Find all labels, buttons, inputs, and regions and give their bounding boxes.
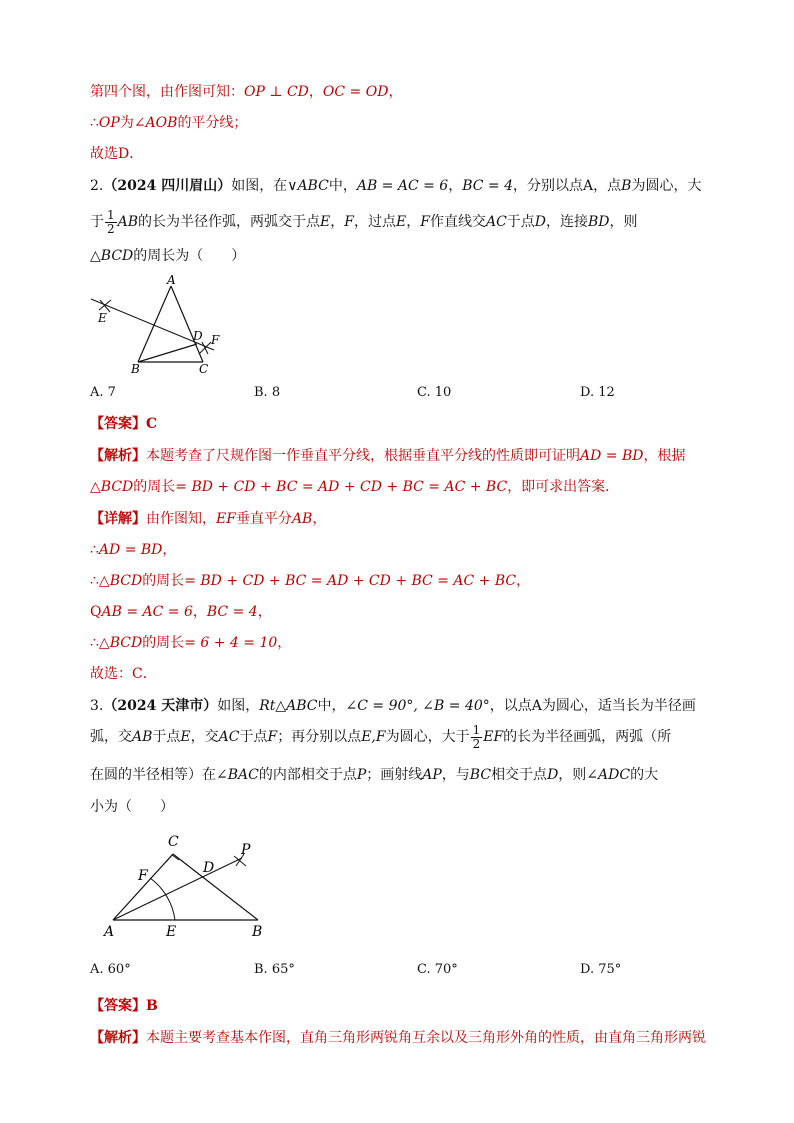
label-e: E (166, 924, 177, 940)
math: E,F (361, 729, 386, 745)
text: ， (257, 604, 272, 620)
text: 中， (328, 178, 357, 194)
option-d: D. 12 (580, 385, 615, 400)
segment-bd (138, 344, 197, 362)
q2-analysis-2 (90, 477, 619, 497)
line-2 (90, 113, 247, 133)
option-c: C. 70° (417, 962, 458, 977)
math: = 6 + 4 = 10 (184, 635, 278, 651)
math: OP ⊥ CD (244, 84, 309, 100)
q2-detail-1 (90, 509, 326, 529)
analysis-tag: 【解析】 (90, 448, 146, 464)
math: AC (485, 214, 507, 230)
q2-choose: 故选：C． (90, 666, 157, 682)
q2-line-2 (90, 208, 638, 236)
q2-detail-3 (90, 571, 530, 591)
q3-analysis-1 (90, 1028, 706, 1048)
text: 中， (317, 698, 346, 714)
text: 的周长 (142, 573, 185, 589)
math: AB = AC = 6 (356, 178, 449, 194)
math: = BD + CD + BC = AD + CD + BC = AC + BC (175, 479, 508, 495)
label-b: B (252, 924, 263, 940)
label-f: F (211, 333, 220, 347)
text: 的平分线； (177, 115, 248, 131)
text: ∴ (90, 573, 99, 589)
label-b: B (131, 362, 140, 376)
text: ∴ (90, 542, 99, 558)
text: ；再分别以点 (277, 729, 362, 745)
q2-line-1 (90, 176, 701, 196)
q2-detail-4 (90, 602, 272, 622)
text: ；画射线 (366, 767, 423, 783)
math: Rt△ABC (259, 698, 318, 714)
label-d: D (203, 860, 215, 876)
q2-analysis-1 (90, 446, 685, 466)
text: 由作图知， (146, 511, 216, 527)
text: 相交于点 (491, 767, 548, 783)
option-a: A. 60° (90, 962, 131, 977)
option-b: B. 8 (254, 385, 281, 400)
text: 为 (119, 115, 134, 131)
label-f: F (138, 868, 148, 884)
math: AP (422, 767, 442, 783)
text: 的周长 (133, 479, 176, 495)
math: B (621, 178, 632, 194)
q3-triangle-figure (100, 828, 275, 946)
math: = BD + CD + BC = AD + CD + BC = AC + BC (184, 573, 517, 589)
q3-line-4: 小为（ ） (90, 799, 174, 815)
math: F (344, 214, 354, 230)
q2-detail-2 (90, 540, 176, 560)
label-a: A (104, 924, 115, 940)
question-number: 2. (90, 178, 104, 194)
text: ，则 (609, 214, 638, 230)
segment-ab (138, 286, 171, 362)
math: AB (132, 729, 153, 745)
label-a: A (167, 273, 176, 287)
text: 弧，交 (90, 729, 132, 745)
denominator: 2 (107, 221, 115, 236)
q3-line-1 (90, 696, 696, 716)
label-d: D (193, 329, 203, 343)
math: BD (588, 214, 610, 230)
text: ，即可求出答案． (507, 479, 620, 495)
text: ， (162, 542, 177, 558)
text: 本题主要考查基本作图，直角三角形两锐角互余以及三角形外角的性质，由直角三角形两锐 (146, 1030, 706, 1046)
math: AC (218, 729, 240, 745)
text: 如图， (217, 698, 260, 714)
math: D (547, 767, 559, 783)
text: 为圆心，大于 (385, 729, 470, 745)
text: 如图，在 (231, 178, 288, 194)
line-1 (90, 82, 402, 102)
math: AB = AC = 6 (101, 604, 193, 620)
question-number: 3. (90, 698, 104, 714)
label-p: P (241, 842, 251, 858)
text: ， (312, 511, 327, 527)
arc-ef (150, 878, 175, 920)
text: ，连接 (546, 214, 589, 230)
math: BC = 4 (462, 178, 514, 194)
text: 的周长为（ ） (133, 248, 246, 264)
text: ，分别以点A，点 (513, 178, 622, 194)
q3-answer: 【答案】B (90, 998, 158, 1014)
ray-ap (113, 858, 242, 920)
math: AD = BD (98, 542, 163, 558)
text: 于点 (506, 214, 535, 230)
math: ∠ADC (586, 767, 631, 783)
text: ， (448, 178, 463, 194)
choose-text: 故选D． (90, 146, 144, 162)
text: 的长为半径画弧，两弧（所 (503, 729, 672, 745)
text: 作直线交 (429, 214, 486, 230)
numerator: 1 (472, 722, 481, 737)
analysis-tag: 【解析】 (90, 1030, 146, 1046)
text: ，则 (558, 767, 587, 783)
q3-line-3 (90, 765, 658, 785)
segment-ac (113, 854, 173, 920)
math: F (267, 729, 278, 745)
text: ， (277, 635, 292, 651)
text: 第四个图，由作图可知： (90, 84, 244, 100)
text: ， (192, 604, 207, 620)
text: 在圆的半径相等）在 (90, 767, 216, 783)
text: 于 (90, 214, 104, 230)
text: 的周长 (142, 635, 185, 651)
fraction-half (471, 724, 483, 751)
text: ， (330, 214, 345, 230)
math: EF (216, 511, 236, 527)
text: 本题考查了尺规作图一作垂直平分线，根据垂直平分线的性质即可证明 (146, 448, 580, 464)
numerator: 1 (107, 207, 115, 222)
math: AD = BD (580, 448, 644, 464)
math: AB (117, 214, 139, 230)
right-angle-mark (166, 855, 179, 862)
text: ，根据 (643, 448, 686, 464)
text: 的长为半径作弧，两弧交于点 (138, 214, 321, 230)
text: ∴ (90, 635, 99, 651)
option-a: A. 7 (90, 385, 116, 400)
text: ， (516, 573, 531, 589)
math: F (420, 214, 430, 230)
text: ，过点 (354, 214, 396, 230)
detail-tag: 【详解】 (90, 511, 146, 527)
math: △BCD (90, 479, 134, 495)
therefore-symbol: ∴ (90, 115, 99, 131)
math: ∠AOB (133, 115, 178, 131)
math: P (356, 767, 367, 783)
option-c: C. 10 (417, 385, 452, 400)
text: ，以点A为圆心，适当长为半径画 (489, 698, 696, 714)
math: E (396, 214, 407, 230)
denominator: 2 (472, 736, 481, 751)
text: ， (388, 84, 403, 100)
q3-line-2 (90, 723, 671, 751)
math: ∨ABC (287, 178, 329, 194)
math: OP (98, 115, 120, 131)
option-d: D. 75° (580, 962, 622, 977)
text: ， (406, 214, 421, 230)
text: 垂直平分 (235, 511, 292, 527)
label-e: E (98, 311, 107, 325)
math: △BCD (98, 573, 143, 589)
math: △BCD (98, 635, 143, 651)
text: ，交 (190, 729, 219, 745)
q2-line-3 (90, 246, 245, 266)
text: 于点 (239, 729, 268, 745)
segment-cb (173, 854, 258, 920)
q2-triangle-figure (86, 272, 236, 376)
math: EF (483, 729, 504, 745)
math: ∠BAC (216, 767, 259, 783)
source-tag: （2024 天津市） (103, 698, 218, 714)
math: AB (291, 511, 313, 527)
option-b: B. 65° (254, 962, 295, 977)
source-tag: （2024 四川眉山） (103, 178, 232, 194)
label-c: C (199, 362, 209, 376)
line-3 (90, 144, 143, 164)
math: △BCD (90, 248, 134, 264)
math: D (534, 214, 547, 230)
text: ， (308, 84, 323, 100)
math: BC (469, 767, 492, 783)
math: BC = 4 (206, 604, 258, 620)
text: ，与 (441, 767, 470, 783)
text: 的内部相交于点 (258, 767, 357, 783)
text: 于点 (152, 729, 181, 745)
math: E (320, 214, 331, 230)
fraction-half (105, 209, 117, 236)
q2-detail-5 (90, 633, 291, 653)
math: ∠C = 90°, ∠B = 40° (345, 698, 490, 714)
q2-answer: 【答案】C (90, 416, 158, 432)
math: OC = OD (322, 84, 389, 100)
math: E (180, 729, 191, 745)
label-c: C (168, 834, 179, 850)
text: 为圆心，大 (631, 178, 702, 194)
text: 的大 (630, 767, 659, 783)
text: Q (90, 604, 102, 620)
